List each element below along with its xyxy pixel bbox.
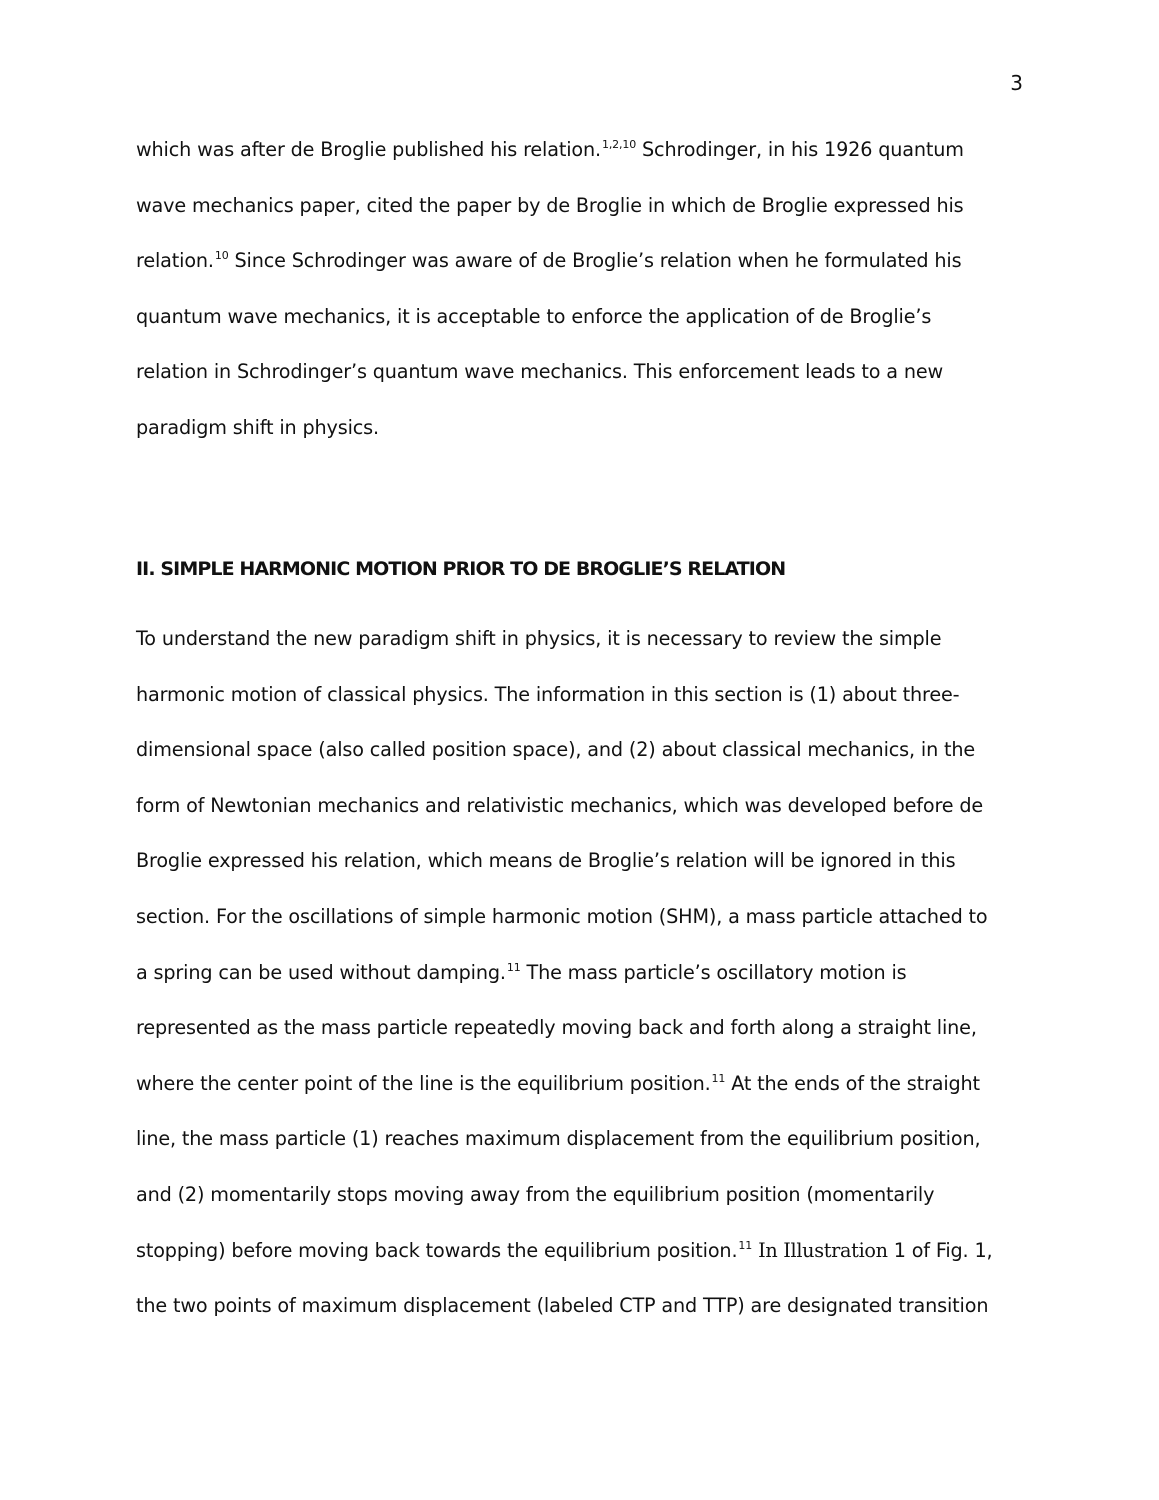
text-segment: To understand the new paradigm shift in physics, it is necessary to review the simple — [136, 627, 942, 650]
text-segment: a spring can be used without damping. — [136, 960, 506, 984]
text-line — [136, 1015, 1026, 1071]
citation-superscript: 11 — [738, 1238, 753, 1252]
text-segment: relation in Schrodinger’s quantum wave mechanics. This enforcement leads to a new — [136, 360, 944, 384]
text-line — [136, 137, 1026, 193]
text-segment: the two points of maximum displacement (labeled CTP and TTP) are designated transition — [136, 1294, 989, 1318]
text-segment: Schrodinger, in his 1926 quantum — [636, 138, 964, 161]
text-line — [136, 1293, 1026, 1349]
text-line — [136, 737, 1026, 793]
section-heading: II. SIMPLE HARMONIC MOTION PRIOR TO DE BROGLIE’S RELATION — [136, 558, 786, 580]
text-line — [136, 359, 1026, 415]
text-segment: represented as the mass particle repeatedly moving back and forth along a straight line, — [136, 1016, 977, 1040]
text-segment: section. For the oscillations of simple harmonic motion (SHM), a mass particle attached to — [136, 904, 988, 928]
text-line — [136, 904, 1026, 960]
text-line — [136, 682, 1026, 738]
paragraph-shm — [136, 626, 1026, 1349]
paragraph-intro — [136, 137, 1026, 471]
page-number: 3 — [1010, 71, 1023, 95]
text-segment: form of Newtonian mechanics and relativistic mechanics, which was developed before de — [136, 793, 984, 817]
text-line — [136, 960, 1026, 1016]
text-segment: where the center point of the line is the equilibrium position. — [136, 1071, 711, 1095]
text-segment: which was after de Broglie published his relation. — [136, 138, 601, 161]
text-segment: line, the mass particle (1) reaches maximum displacement from the equilibrium position, — [136, 1127, 981, 1151]
citation-superscript: 11 — [506, 960, 521, 974]
text-line — [136, 1071, 1026, 1127]
text-segment: 1 of Fig. 1, — [887, 1238, 993, 1262]
citation-superscript: 11 — [711, 1071, 726, 1085]
text-segment: In Illustration — [758, 1238, 888, 1262]
citation-superscript: 1,2,10 — [601, 138, 637, 151]
text-segment: stopping) before moving back towards the equilibrium position. — [136, 1238, 738, 1262]
text-line — [136, 1182, 1026, 1238]
text-segment: The mass particle’s oscillatory motion is — [520, 960, 907, 984]
text-line — [136, 304, 1026, 360]
text-segment: wave mechanics paper, cited the paper by de Broglie in which de Broglie expressed his — [136, 193, 964, 217]
text-line — [136, 1126, 1026, 1182]
text-segment: Since Schrodinger was aware of de Broglie’s relation when he formulated his — [228, 249, 962, 273]
text-line — [136, 848, 1026, 904]
text-segment: dimensional space (also called position space), and (2) about classical mechanics, in the — [136, 738, 976, 762]
text-segment: paradigm shift in physics. — [136, 415, 379, 439]
text-line — [136, 415, 1026, 471]
text-segment: relation. — [136, 249, 214, 273]
text-segment: and (2) momentarily stops moving away from the equilibrium position (momentarily — [136, 1182, 935, 1206]
text-segment: Broglie expressed his relation, which means de Broglie’s relation will be ignored in this — [136, 849, 956, 873]
text-segment: harmonic motion of classical physics. The information in this section is (1) about three- — [136, 682, 960, 706]
text-line — [136, 626, 1026, 682]
text-line — [136, 248, 1026, 304]
text-segment: quantum wave mechanics, it is acceptable to enforce the application of de Broglie’s — [136, 304, 932, 328]
text-line — [136, 793, 1026, 849]
text-line — [136, 193, 1026, 249]
text-line — [136, 1238, 1026, 1294]
text-segment: At the ends of the straight — [725, 1071, 980, 1095]
citation-superscript: 10 — [214, 249, 229, 263]
